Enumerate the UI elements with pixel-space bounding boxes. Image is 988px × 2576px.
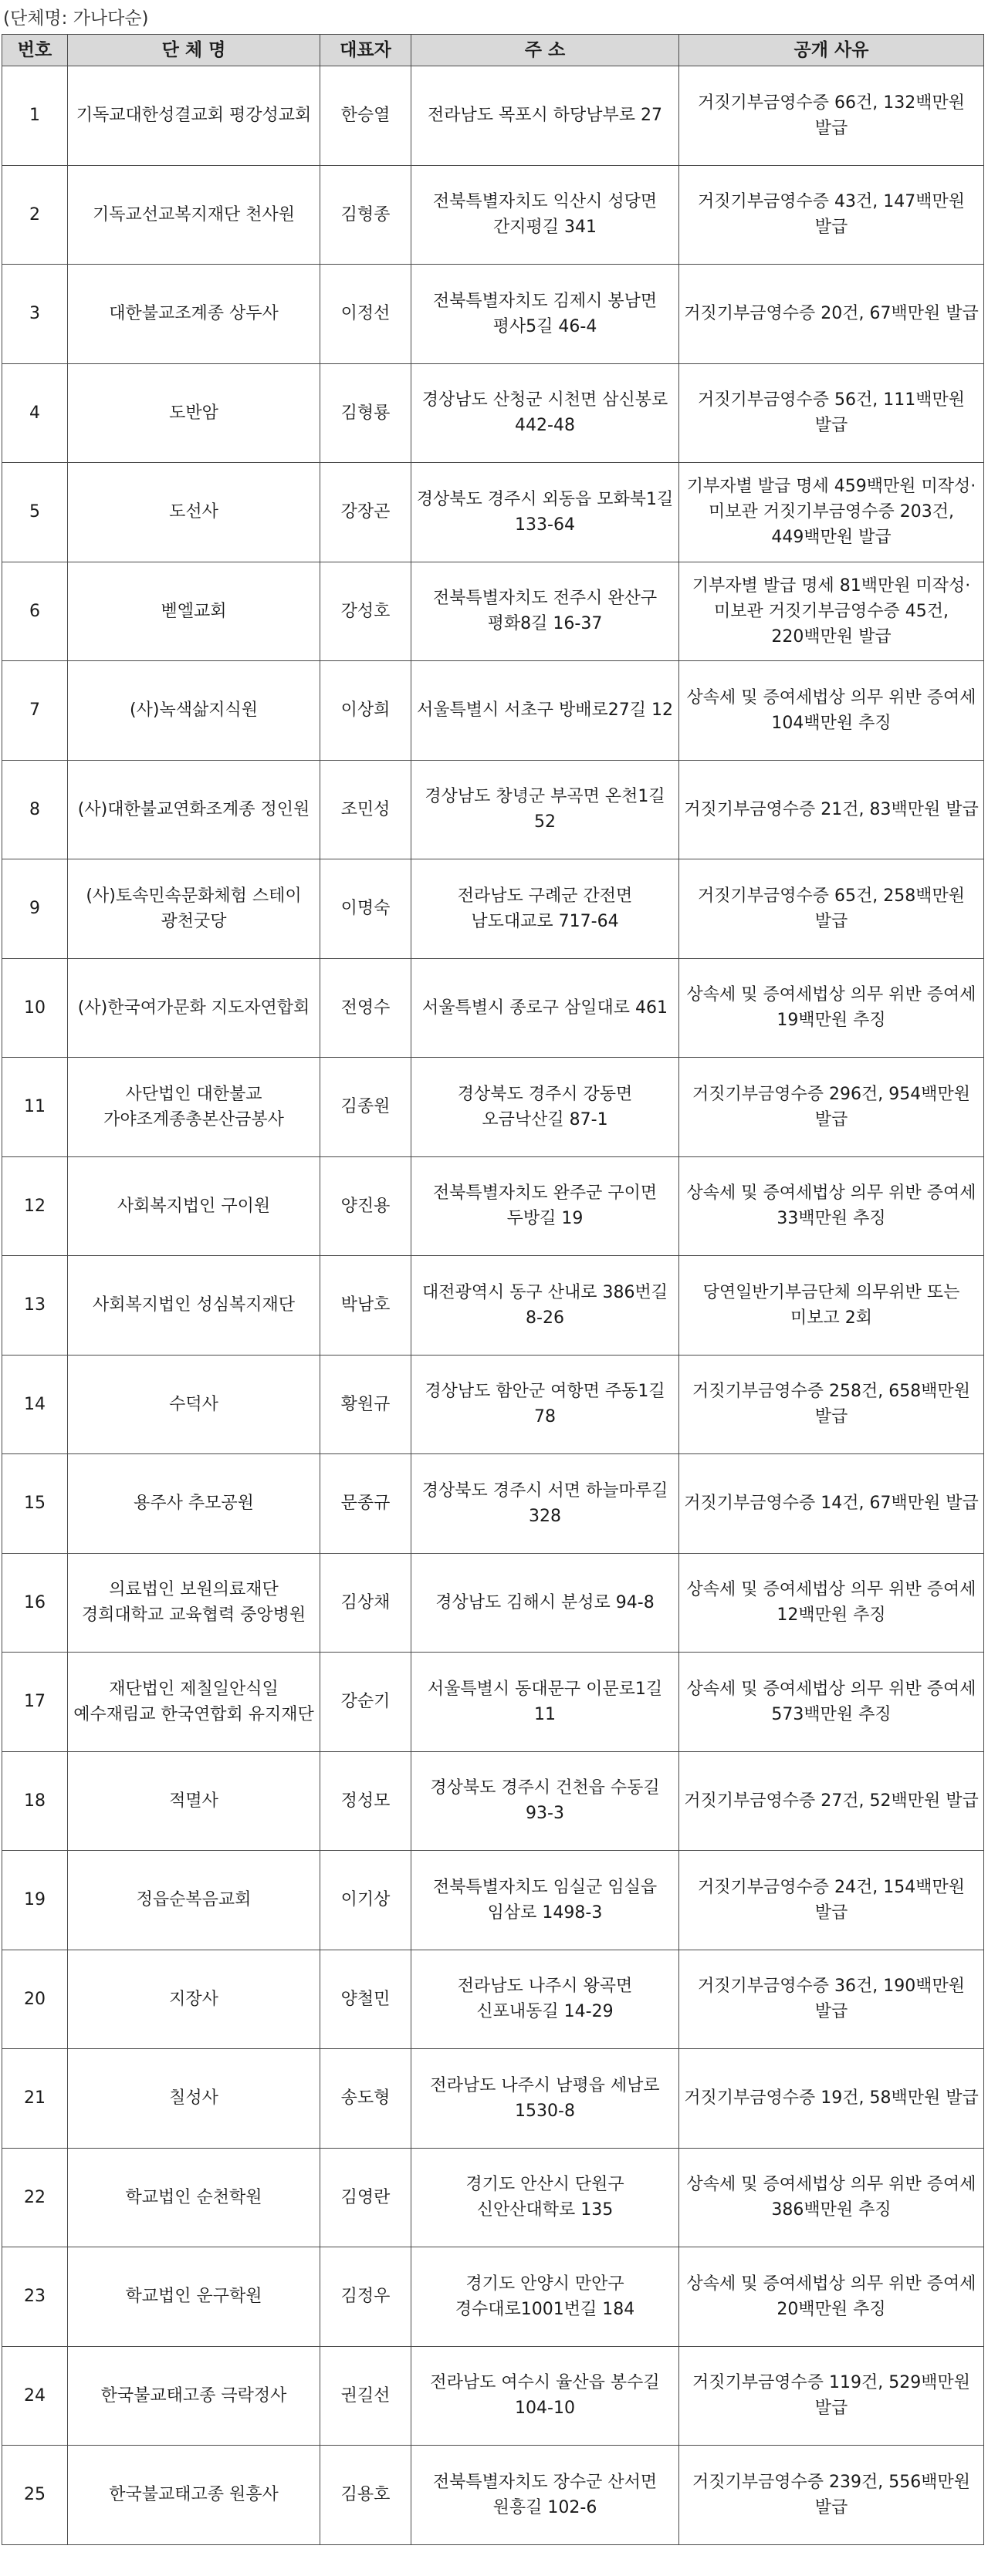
cell-reason: 거짓기부금영수증 21건, 83백만원 발급 [679,760,984,859]
cell-address: 경상북도 경주시 외동읍 모화북1길 133-64 [411,463,679,562]
cell-address: 전라남도 목포시 하당남부로 27 [411,66,679,166]
cell-address: 경상남도 산청군 시천면 삼신봉로 442-48 [411,363,679,463]
cell-no: 10 [2,958,68,1058]
cell-address: 전북특별자치도 완주군 구이면 두방길 19 [411,1156,679,1256]
table-row [2,1751,984,1851]
cell-no: 18 [2,1751,68,1851]
cell-reason: 기부자별 발급 명세 459백만원 미작성·미보관 거짓기부금영수증 203건, 449백만원 발급 [679,463,984,562]
cell-no: 11 [2,1058,68,1157]
cell-address: 경상북도 경주시 건천읍 수동길 93-3 [411,1751,679,1851]
table-row [2,1950,984,2049]
cell-no: 8 [2,760,68,859]
table-row [2,1058,984,1157]
cell-org-name: 수덕사 [68,1355,320,1454]
cell-representative: 김종원 [320,1058,411,1157]
cell-representative: 문종규 [320,1454,411,1554]
table-row [2,1256,984,1356]
cell-org-name: 정읍순복음교회 [68,1851,320,1950]
disclosure-table [2,34,984,2545]
cell-representative: 강순기 [320,1653,411,1752]
cell-org-name: 사회복지법인 구이원 [68,1156,320,1256]
cell-reason: 거짓기부금영수증 27건, 52백만원 발급 [679,1751,984,1851]
cell-address: 서울특별시 동대문구 이문로1길 11 [411,1653,679,1752]
cell-reason: 상속세 및 증여세법상 의무 위반 증여세 33백만원 추징 [679,1156,984,1256]
cell-org-name: 사회복지법인 성심복지재단 [68,1256,320,1356]
cell-reason: 상속세 및 증여세법상 의무 위반 증여세 104백만원 추징 [679,661,984,761]
cell-org-name: (사)한국여가문화 지도자연합회 [68,958,320,1058]
header-name: 단 체 명 [68,35,320,66]
cell-representative: 양진용 [320,1156,411,1256]
cell-org-name: 사단법인 대한불교 가야조계종총본산금봉사 [68,1058,320,1157]
cell-representative: 한승열 [320,66,411,166]
cell-no: 20 [2,1950,68,2049]
cell-org-name: 적멸사 [68,1751,320,1851]
cell-address: 경기도 안양시 만안구 경수대로1001번길 184 [411,2247,679,2347]
cell-reason: 거짓기부금영수증 14건, 67백만원 발급 [679,1454,984,1554]
cell-no: 25 [2,2446,68,2545]
header-address: 주 소 [411,35,679,66]
cell-reason: 거짓기부금영수증 19건, 58백만원 발급 [679,2049,984,2149]
cell-representative: 김형룡 [320,363,411,463]
cell-representative: 김용호 [320,2446,411,2545]
cell-reason: 거짓기부금영수증 36건, 190백만원 발급 [679,1950,984,2049]
cell-reason: 거짓기부금영수증 239건, 556백만원 발급 [679,2446,984,2545]
cell-reason: 거짓기부금영수증 296건, 954백만원 발급 [679,1058,984,1157]
cell-address: 전북특별자치도 익산시 성당면 간지평길 341 [411,165,679,265]
cell-no: 6 [2,562,68,661]
cell-reason: 거짓기부금영수증 65건, 258백만원 발급 [679,859,984,959]
table-row [2,2148,984,2247]
table-row [2,165,984,265]
cell-address: 서울특별시 서초구 방배로27길 12 [411,661,679,761]
table-row [2,562,984,661]
table-row [2,1156,984,1256]
cell-address: 전라남도 나주시 남평읍 세남로 1530-8 [411,2049,679,2149]
cell-representative: 이명숙 [320,859,411,959]
cell-address: 경상남도 창녕군 부곡면 온천1길 52 [411,760,679,859]
cell-address: 전북특별자치도 임실군 임실읍 임삼로 1498-3 [411,1851,679,1950]
table-row [2,2049,984,2149]
cell-address: 전북특별자치도 전주시 완산구 평화8길 16-37 [411,562,679,661]
cell-address: 전라남도 구례군 간전면 남도대교로 717-64 [411,859,679,959]
cell-representative: 이정선 [320,265,411,364]
cell-reason: 거짓기부금영수증 43건, 147백만원 발급 [679,165,984,265]
cell-representative: 전영수 [320,958,411,1058]
cell-address: 전북특별자치도 김제시 봉남면 평사5길 46-4 [411,265,679,364]
table-row [2,2247,984,2347]
cell-address: 경상남도 김해시 분성로 94-8 [411,1553,679,1653]
table-row [2,1653,984,1752]
cell-no: 1 [2,66,68,166]
cell-no: 19 [2,1851,68,1950]
cell-representative: 황원규 [320,1355,411,1454]
cell-org-name: 용주사 추모공원 [68,1454,320,1554]
table-row [2,760,984,859]
table-row [2,859,984,959]
cell-representative: 강성호 [320,562,411,661]
cell-org-name: 벧엘교회 [68,562,320,661]
cell-address: 전라남도 나주시 왕곡면 신포내동길 14-29 [411,1950,679,2049]
table-row [2,1553,984,1653]
cell-representative: 이상희 [320,661,411,761]
cell-representative: 김정우 [320,2247,411,2347]
cell-representative: 정성모 [320,1751,411,1851]
cell-reason: 당연일반기부금단체 의무위반 또는 미보고 2회 [679,1256,984,1356]
cell-representative: 김형종 [320,165,411,265]
table-body [2,66,984,2545]
cell-address: 경상북도 경주시 서면 하늘마루길 328 [411,1454,679,1554]
cell-no: 9 [2,859,68,959]
cell-representative: 박남호 [320,1256,411,1356]
header-rep: 대표자 [320,35,411,66]
cell-representative: 송도형 [320,2049,411,2149]
cell-no: 17 [2,1653,68,1752]
table-row [2,66,984,166]
table-row [2,265,984,364]
sort-note: (단체명: 가나다순) [3,8,149,29]
cell-no: 5 [2,463,68,562]
cell-org-name: 한국불교태고종 극락정사 [68,2346,320,2446]
table-row [2,1355,984,1454]
cell-representative: 김영란 [320,2148,411,2247]
table-row [2,463,984,562]
table-row [2,661,984,761]
cell-no: 15 [2,1454,68,1554]
cell-representative: 양철민 [320,1950,411,2049]
cell-no: 13 [2,1256,68,1356]
cell-representative: 조민성 [320,760,411,859]
cell-address: 경기도 안산시 단원구 신안산대학로 135 [411,2148,679,2247]
cell-reason: 상속세 및 증여세법상 의무 위반 증여세 573백만원 추징 [679,1653,984,1752]
cell-reason: 거짓기부금영수증 24건, 154백만원 발급 [679,1851,984,1950]
cell-representative: 이기상 [320,1851,411,1950]
cell-reason: 거짓기부금영수증 119건, 529백만원 발급 [679,2346,984,2446]
cell-no: 12 [2,1156,68,1256]
cell-address: 경상남도 함안군 여항면 주동1길 78 [411,1355,679,1454]
cell-no: 4 [2,363,68,463]
cell-no: 3 [2,265,68,364]
cell-org-name: 도반암 [68,363,320,463]
cell-org-name: 한국불교태고종 원흥사 [68,2446,320,2545]
cell-reason: 거짓기부금영수증 56건, 111백만원 발급 [679,363,984,463]
cell-no: 7 [2,661,68,761]
cell-org-name: (사)녹색삶지식원 [68,661,320,761]
cell-no: 22 [2,2148,68,2247]
table-row [2,2346,984,2446]
table-row [2,958,984,1058]
cell-representative: 김상채 [320,1553,411,1653]
cell-address: 서울특별시 종로구 삼일대로 461 [411,958,679,1058]
cell-org-name: 칠성사 [68,2049,320,2149]
cell-org-name: 학교법인 운구학원 [68,2247,320,2347]
table-row [2,2446,984,2545]
cell-reason: 거짓기부금영수증 258건, 658백만원 발급 [679,1355,984,1454]
cell-org-name: (사)대한불교연화조계종 정인원 [68,760,320,859]
header-no: 번호 [2,35,68,66]
header-reason: 공개 사유 [679,35,984,66]
cell-address: 전북특별자치도 장수군 산서면 원흥길 102-6 [411,2446,679,2545]
cell-org-name: 기독교선교복지재단 천사원 [68,165,320,265]
cell-org-name: 대한불교조계종 상두사 [68,265,320,364]
table-header-row [2,35,984,66]
cell-no: 14 [2,1355,68,1454]
cell-no: 24 [2,2346,68,2446]
cell-no: 21 [2,2049,68,2149]
cell-no: 2 [2,165,68,265]
cell-reason: 상속세 및 증여세법상 의무 위반 증여세 386백만원 추징 [679,2148,984,2247]
cell-address: 대전광역시 동구 산내로 386번길 8-26 [411,1256,679,1356]
cell-reason: 기부자별 발급 명세 81백만원 미작성·미보관 거짓기부금영수증 45건, 220백만원 발급 [679,562,984,661]
cell-reason: 거짓기부금영수증 66건, 132백만원 발급 [679,66,984,166]
cell-address: 전라남도 여수시 율산읍 봉수길 104-10 [411,2346,679,2446]
cell-org-name: (사)토속민속문화체험 스테이 광천굿당 [68,859,320,959]
cell-reason: 상속세 및 증여세법상 의무 위반 증여세 12백만원 추징 [679,1553,984,1653]
cell-no: 16 [2,1553,68,1653]
cell-no: 23 [2,2247,68,2347]
table-row [2,363,984,463]
cell-org-name: 기독교대한성결교회 평강성교회 [68,66,320,166]
cell-address: 경상북도 경주시 강동면 오금낙산길 87-1 [411,1058,679,1157]
table-row [2,1851,984,1950]
cell-representative: 권길선 [320,2346,411,2446]
cell-org-name: 도선사 [68,463,320,562]
cell-org-name: 학교법인 순천학원 [68,2148,320,2247]
cell-reason: 상속세 및 증여세법상 의무 위반 증여세 20백만원 추징 [679,2247,984,2347]
cell-org-name: 지장사 [68,1950,320,2049]
cell-representative: 강장곤 [320,463,411,562]
table-row [2,1454,984,1554]
cell-reason: 상속세 및 증여세법상 의무 위반 증여세 19백만원 추징 [679,958,984,1058]
cell-org-name: 재단법인 제칠일안식일 예수재림교 한국연합회 유지재단 [68,1653,320,1752]
cell-org-name: 의료법인 보원의료재단 경희대학교 교육협력 중앙병원 [68,1553,320,1653]
cell-reason: 거짓기부금영수증 20건, 67백만원 발급 [679,265,984,364]
